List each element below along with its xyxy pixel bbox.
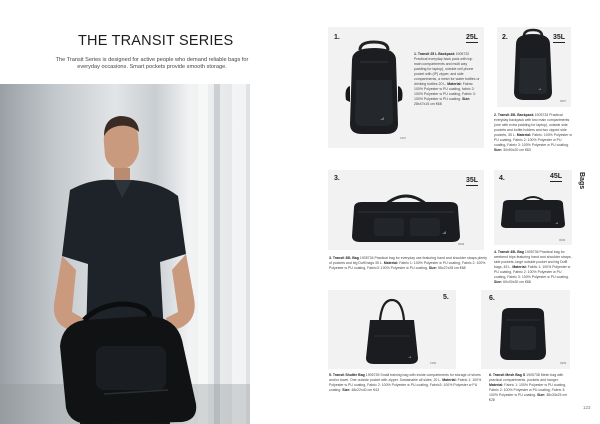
product-name: 2. Transit 35L Backpack	[494, 113, 534, 117]
duffel-35l-image	[344, 186, 468, 246]
material-label: Material:	[447, 82, 462, 86]
material-text: Fabric 1: 100% Polyester w PU coating, Fabric 2: 100% Polyester w PU coating, Fabric 3: 100% Polyester w PU coating.	[489, 383, 567, 397]
product-text: 1905736 Practical bag for weekend trips featuring hand and shoulder straps, side pockets, large outside pocket and big Duffl bags, 45 L.	[494, 250, 572, 269]
product-sku: 9999	[458, 242, 465, 246]
product-number: 3.	[334, 175, 340, 182]
page-title: THE TRANSIT SERIES	[78, 33, 234, 49]
material-text: Fabric 1: 100% Polyester w PU coating, Fabric 2: 100% Polyester w PU coating, Fabric3: 100% Polyester w PU coating.	[329, 378, 482, 392]
intro-line-2: everyday occasions. Smart pockets provide smooth storage.	[77, 64, 227, 71]
material-text: Fabric: 100% Polyester w PU coating, Fabric 2: 100% Polyester w PU coating, Fabric 3: 100% Polyester w PU coating.	[494, 133, 572, 147]
product-text: 1905732 Practical everyday back pack with top main compartments and multi way padding for laptop), outside cell phone pocket with (IP) zipper, and side compartments, a mesh for water bottles or drinking bottles 20 L.	[414, 52, 480, 86]
size-label: Size:	[462, 97, 471, 101]
size-label: Size:	[494, 148, 503, 152]
product-volume: 35L	[466, 177, 479, 184]
product-text: 1905733 Practical everyday backpack with two main compartments (one with extra padding for laptop), outside side pockets and bottle holders and two zipped side pockets, 35 L.	[494, 113, 570, 137]
price-text: €83	[524, 148, 531, 152]
size-text: 55x27x28 cm	[437, 266, 459, 270]
product-number: 2.	[502, 34, 508, 41]
material-label: Material:	[383, 261, 399, 265]
product-number: 6.	[489, 295, 495, 302]
product-sku: 1996	[430, 361, 437, 365]
model-photo	[0, 84, 250, 424]
product-number: 5.	[443, 294, 449, 301]
product-name: 5. Transit Shuttle Bag	[329, 373, 365, 377]
price-text: €68	[435, 102, 442, 106]
material-label: Material:	[489, 383, 504, 387]
product-name: 1. Transit 25 L Backpack	[414, 52, 455, 56]
material-text: Fabric 1: 100% Polyester w PU coating, Fabric 2: 100% Polyester w PU coating, Fabric 3: 100% Polyester w PU coating.	[494, 265, 571, 279]
product-name: 4. Transit 45L Bag	[494, 250, 524, 254]
price-text: €88	[524, 280, 531, 284]
size-label: Size:	[428, 266, 437, 270]
intro-line-1: The Transit Series is designed for active people who demand reliable bags for	[55, 57, 249, 63]
price-text: €43	[373, 388, 380, 392]
price-text: €68	[459, 266, 466, 270]
product-sku: 9999	[560, 361, 567, 365]
material-label: Material:	[442, 378, 457, 382]
size-label: Size:	[494, 280, 503, 284]
product-description	[494, 113, 574, 159]
backpack-35l-image	[508, 28, 558, 102]
model-illustration	[0, 84, 250, 424]
product-description	[494, 250, 574, 286]
product-volume: 25L	[466, 34, 479, 41]
size-label: Size:	[342, 388, 351, 392]
product-description	[329, 256, 487, 280]
product-number: 4.	[499, 175, 505, 182]
duffel-45l-image	[497, 190, 569, 230]
product-description	[329, 373, 489, 411]
product-name: 3. Transit 35L Bag	[329, 256, 359, 260]
product-volume: 45L	[550, 173, 563, 180]
size-text: 38x33x25 cm	[546, 393, 568, 397]
material-label: Material:	[516, 133, 532, 137]
product-text: 1905738 Mesh bag with practical compartments, pockets and hanger.	[489, 373, 564, 382]
shuttle-bag-image	[360, 296, 424, 366]
product-volume: 35L	[553, 34, 566, 41]
product-description	[414, 52, 480, 124]
size-text: 48x22x40 cm	[351, 388, 373, 392]
product-description	[489, 373, 573, 411]
page-number: 123	[583, 405, 591, 410]
product-sku: 9997	[560, 99, 567, 103]
material-label: Material:	[512, 265, 527, 269]
backpack-25l-image	[340, 40, 408, 138]
size-text: 28x47x15 cm	[414, 102, 435, 106]
section-side-label: Bags	[578, 172, 585, 190]
product-text: 1905735 Small training bag with inside compartments for storage of shoes and/or towel. One outside pocket with zipper. Sustainable all sides, 20 L.	[329, 373, 481, 382]
product-number: 1.	[334, 34, 340, 41]
size-text: 60x30x30 cm	[503, 280, 524, 284]
product-sku: 9999	[559, 238, 566, 242]
price-text: €28	[489, 398, 495, 402]
product-text: 1905734 Practical bag for everyday use featuring hand and shoulder straps plenty of pockets and big Duffl bags 35 L.	[329, 256, 487, 265]
intro-text	[52, 57, 252, 72]
size-label: Size:	[537, 393, 546, 397]
product-sku: 1967	[400, 136, 407, 140]
material-text: Fabric: 100% Polyester w PU coating, fabric 2: 100% Polyester w PU coating, Fabric 3: 100% Polyester w PU coating.	[414, 82, 476, 101]
product-name: 6. Transit Mesh Bag S	[489, 373, 526, 377]
mesh-bag-image	[492, 304, 554, 362]
material-text: Fabric 1: 100% Polyester w PU coating, Fabric 2: 100% Polyester w PU coating, Fabric3: 100% Polyester w PU coating.	[329, 261, 486, 270]
size-text: 30x50x20 cm	[503, 148, 524, 152]
